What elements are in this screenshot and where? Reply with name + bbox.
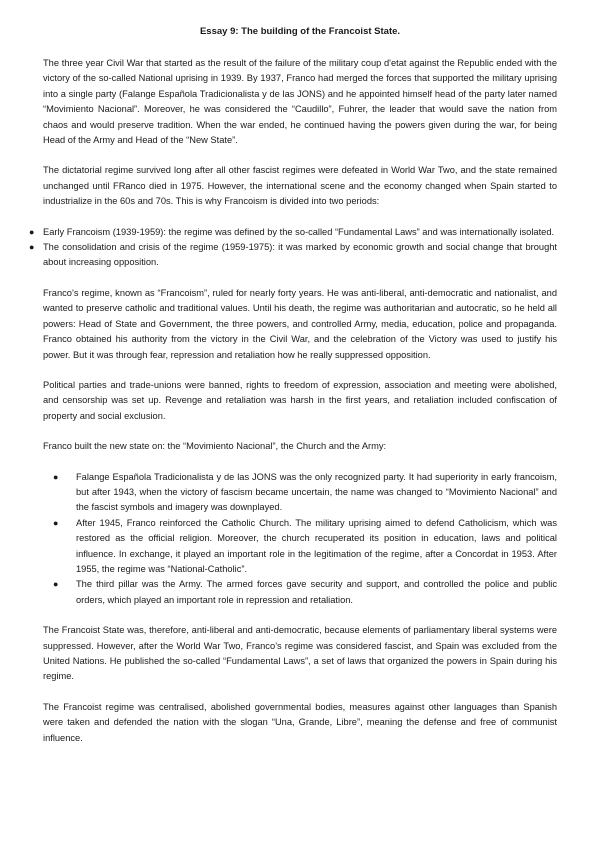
- pillar-text: The third pillar was the Army. The armed forces gave security and support, and controlled the police and public orders, which played an important role in repression and retaliation.: [76, 579, 557, 605]
- period-text: Early Francoism (1939-1959): the regime was defined by the so-called “Fundamental Laws” and was internationally isolated.: [43, 226, 555, 237]
- pillar-text: Falange Española Tradicionalista y de las JONS was the only recognized party. It had superiority in early francoism, but after 1943, when the victory of fascism became uncertain, the name was changed to “Movimiento Nacional” and the fascist symbols and imagery was downplayed.: [76, 471, 557, 513]
- paragraph-anti-liberal: The Francoist State was, therefore, anti-liberal and anti-democratic, because elements of parliamentary liberal systems were suppressed. However, after the World War Two, Franco’s regime was considered fascist, and Spain was excluded from the United Nations. He published the so-called “Fundamental Laws”, a set of laws that organized the powers in Spain during his regime.: [43, 625, 557, 682]
- list-item: [53, 516, 557, 578]
- list-item: [53, 470, 557, 516]
- essay-body: [29, 56, 557, 746]
- bullet-icon: ●: [53, 471, 59, 482]
- bullet-icon: ●: [29, 226, 35, 237]
- periods-list: [29, 225, 557, 271]
- pillar-text: After 1945, Franco reinforced the Catholic Church. The military uprising aimed to defend Catholicism, which was restored as the official religion. Moreover, the church recuperated its position in education, laws and political influence. In exchange, it played an important role in the legitimation of the regime, after a Concordat in 1953. After 1955, the regime was “National-Catholic”.: [76, 517, 557, 574]
- paragraph-dictatorial-regime: The dictatorial regime survived long after all other fascist regimes were defeated in World War Two, and the state remained unchanged until FRanco died in 1975. However, the international scene and the economy changed when Spain started to industrialize in the 60s and 70s. This is why Francoism is divided into two periods:: [43, 165, 557, 207]
- bullet-icon: ●: [53, 579, 59, 590]
- period-text: The consolidation and crisis of the regime (1959-1975): it was marked by economic growth and social change that brought about increasing opposition.: [43, 242, 557, 268]
- list-item: [53, 577, 557, 608]
- paragraph-francoism: Franco’s regime, known as “Francoism”, ruled for nearly forty years. He was anti-liberal, anti-democratic and nationalist, and wanted to preserve catholic and traditional values. Until his death, the regime was authoritarian and autocratic, so he held all powers: Head of State and Government, the three powers, and controlled Army, media, education, police and propaganda. Franco obtained his authority from the victory in the Civil War, and the celebration of the Victory was used to justify his power. But it was through fear, repression and retaliation how he really suppressed opposition.: [43, 287, 557, 360]
- paragraph-centralised: The Francoist regime was centralised, abolished governmental bodies, measures against other languages than Spanish were taken and defended the nation with the slogan “Una, Grande, Libre”, meaning the defense and free of communist influence.: [43, 701, 557, 743]
- paragraph-repression: Political parties and trade-unions were banned, rights to freedom of expression, association and meeting were abolished, and censorship was set up. Revenge and retaliation was harsh in the first years, and retaliation included confiscation of property and social exclusion.: [43, 379, 557, 421]
- paragraph-civil-war: The three year Civil War that started as the result of the failure of the military coup d'etat against the Republic ended with the victory of the so-called National uprising in 1939. By 1937, Franco had merged the forces that supported the military uprising into a single party (Falange Española Tradicionalista y de las JONS) and he appointed himself head of the party later named “Movimiento Nacional”. Moreover, he was considered the “Caudillo”, Fuhrer, the leader that would save the nation from chaos and would preserve tradition. When the war ended, he continued having the powers given during the war, for being Head of the Army and Head of the “New State”.: [43, 58, 557, 146]
- bullet-icon: ●: [53, 517, 59, 528]
- essay-title: Essay 9: The building of the Francoist State.: [199, 26, 401, 37]
- list-item: [29, 240, 557, 271]
- list-item: [29, 225, 557, 240]
- paragraph-pillars-intro: Franco built the new state on: the “Movimiento Nacional”, the Church and the Army:: [43, 441, 387, 452]
- bullet-icon: ●: [29, 242, 35, 253]
- pillars-list: [43, 470, 557, 609]
